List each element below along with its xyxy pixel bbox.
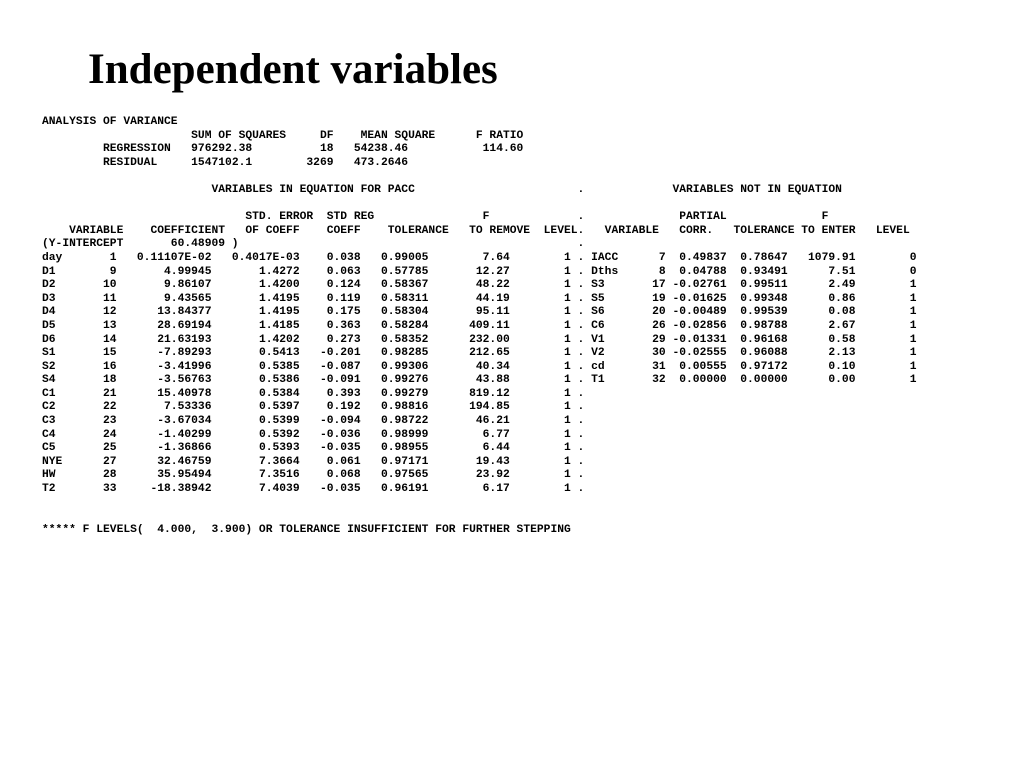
level: 1 <box>564 333 571 346</box>
tolerance: 0.58352 <box>380 333 429 346</box>
f-to-enter: 0.86 <box>828 292 856 305</box>
separator-dot: . <box>577 251 585 264</box>
not-level: 1 <box>909 279 917 292</box>
level: 1 <box>564 455 571 468</box>
f-to-remove: 232.00 <box>469 333 510 346</box>
table-row <box>42 415 720 429</box>
not-level: 1 <box>909 333 917 346</box>
tolerance: 0.58304 <box>380 306 429 319</box>
col-df: DF <box>319 129 334 142</box>
anova-source: REGRESSION <box>103 143 171 156</box>
not-level: 1 <box>909 374 917 387</box>
var-number: 10 <box>103 279 117 292</box>
hdr-std-error: STD. ERROR <box>245 211 314 224</box>
anova-f: 114.60 <box>482 143 524 156</box>
anova-row <box>42 157 720 171</box>
partial-corr: -0.01625 <box>672 292 727 305</box>
anova-heading <box>42 116 720 130</box>
tolerance: 0.98955 <box>380 442 429 455</box>
var-name: C2 <box>42 401 56 414</box>
table-row <box>42 374 917 388</box>
blank <box>42 510 720 524</box>
var-number: 15 <box>103 347 117 360</box>
separator-dot: . <box>577 374 585 387</box>
std-error: 0.5385 <box>258 360 300 373</box>
std-error: 1.4195 <box>258 292 300 305</box>
regression-output <box>42 116 917 537</box>
partial-corr: 0.04788 <box>679 265 727 278</box>
std-error: 0.5413 <box>258 347 300 360</box>
separator-dot: . <box>577 265 585 278</box>
table-row <box>42 251 917 266</box>
std-reg-coeff: -0.201 <box>319 347 361 360</box>
var-name: C1 <box>42 387 56 400</box>
separator-dot: . <box>577 401 585 414</box>
coefficient: -1.40299 <box>157 428 212 441</box>
std-reg-coeff: 0.175 <box>326 306 361 319</box>
coefficient: 7.53336 <box>164 401 212 414</box>
f-to-enter: 1079.91 <box>808 251 856 264</box>
level: 1 <box>564 442 571 455</box>
var-number: 9 <box>109 265 117 278</box>
not-var-name: T1 <box>591 374 605 387</box>
coefficient: -3.56763 <box>157 374 212 387</box>
separator-dot: . <box>577 415 585 428</box>
not-tolerance: 0.78647 <box>740 251 788 264</box>
separator-dot: . <box>577 360 585 373</box>
blank <box>42 497 720 511</box>
f-to-enter: 7.51 <box>828 265 856 278</box>
var-name: day <box>42 251 63 264</box>
coefficient: -18.38942 <box>150 483 212 496</box>
hdr-in-1: COEFFICIENT <box>150 224 226 237</box>
std-reg-coeff: 0.038 <box>326 251 361 264</box>
not-tolerance: 0.99348 <box>740 292 788 305</box>
var-name: S1 <box>42 347 56 360</box>
coefficient: 0.11107E-02 <box>136 251 212 264</box>
not-level: 0 <box>909 251 917 264</box>
partial-corr: -0.02856 <box>672 319 727 332</box>
tolerance: 0.98999 <box>380 428 429 441</box>
hdr-in-4: TOLERANCE <box>387 224 449 237</box>
not-var-name: S6 <box>591 306 605 319</box>
f-to-remove: 95.11 <box>475 306 510 319</box>
separator-dot: . <box>577 442 585 455</box>
f-to-remove: 43.88 <box>475 374 510 387</box>
std-reg-coeff: 0.273 <box>326 333 361 346</box>
hdr-std-reg: STD REG <box>326 211 375 224</box>
table-row <box>42 442 720 456</box>
not-tolerance: 0.98788 <box>740 319 788 332</box>
var-number: 27 <box>103 455 117 468</box>
var-number: 23 <box>103 415 117 428</box>
coefficient: 28.69194 <box>157 319 212 332</box>
separator-dot: . <box>577 306 585 319</box>
not-var-number: 32 <box>652 374 666 387</box>
f-to-remove: 6.17 <box>482 483 510 496</box>
partial-corr: -0.02761 <box>672 279 727 292</box>
not-var-number: 30 <box>652 347 666 360</box>
not-var-name: IACC <box>591 251 619 264</box>
std-reg-coeff: 0.363 <box>326 319 361 332</box>
tolerance: 0.99306 <box>380 360 429 373</box>
f-to-remove: 819.12 <box>469 387 510 400</box>
var-number: 1 <box>109 251 117 264</box>
table-row <box>42 360 917 375</box>
tolerance: 0.99005 <box>380 251 429 264</box>
var-number: 33 <box>103 483 117 496</box>
not-var-name: S3 <box>591 279 605 292</box>
blank <box>42 198 720 212</box>
separator-dot: . <box>577 319 585 332</box>
hdr-f: F <box>482 211 490 224</box>
level: 1 <box>564 265 571 278</box>
coefficient: 35.95494 <box>157 469 212 482</box>
var-number: 14 <box>103 333 117 346</box>
anova-row <box>42 143 720 157</box>
var-number: 22 <box>103 401 117 414</box>
std-error: 1.4202 <box>258 333 300 346</box>
std-reg-coeff: 0.192 <box>326 401 361 414</box>
table-row <box>42 319 917 334</box>
var-number: 25 <box>103 442 117 455</box>
level: 1 <box>564 319 571 332</box>
not-var-name: S5 <box>591 292 605 305</box>
not-var-number: 17 <box>652 279 666 292</box>
table-row <box>42 456 720 470</box>
not-tolerance: 0.93491 <box>740 265 788 278</box>
std-reg-coeff: -0.035 <box>319 442 361 455</box>
partial-corr: -0.02555 <box>672 347 727 360</box>
intercept-row <box>42 238 720 252</box>
tolerance: 0.98722 <box>380 415 429 428</box>
f-to-remove: 12.27 <box>475 265 510 278</box>
separator-dot: . <box>577 333 585 346</box>
not-var-name: Dths <box>591 265 619 278</box>
std-reg-coeff: -0.035 <box>319 483 361 496</box>
table-row <box>42 401 720 415</box>
std-reg-coeff: 0.393 <box>326 387 361 400</box>
hdr-f2: F <box>821 211 829 224</box>
std-error: 0.5384 <box>258 387 300 400</box>
std-error: 7.4039 <box>258 483 300 496</box>
level: 1 <box>564 279 571 292</box>
hdr-not-0: VARIABLE <box>604 224 659 237</box>
separator-dot: . <box>577 238 585 251</box>
coefficient: -7.89293 <box>157 347 212 360</box>
separator-dot: . <box>577 292 585 305</box>
table-row <box>42 469 720 483</box>
f-to-remove: 6.44 <box>482 442 510 455</box>
not-tolerance: 0.99539 <box>740 306 788 319</box>
f-to-remove: 23.92 <box>475 469 510 482</box>
f-to-remove: 194.85 <box>469 401 510 414</box>
slide-title: Independent variables <box>88 46 498 93</box>
not-tolerance: 0.96088 <box>740 347 788 360</box>
table-row <box>42 279 917 293</box>
anova-ss: 1547102.1 <box>191 156 253 169</box>
hdr-not-4: LEVEL <box>875 224 910 237</box>
table-row <box>42 306 917 320</box>
coefficient: 32.46759 <box>157 455 212 468</box>
f-to-enter: 0.10 <box>828 360 856 373</box>
var-name: D1 <box>42 265 56 278</box>
hdr-not-2: TOLERANCE <box>733 224 795 237</box>
f-to-enter: 2.67 <box>828 319 856 332</box>
f-to-remove: 19.43 <box>475 455 510 468</box>
tolerance: 0.98285 <box>380 347 429 360</box>
not-level: 1 <box>909 292 917 305</box>
std-error: 0.5393 <box>258 442 300 455</box>
separator-dot: . <box>577 455 585 468</box>
intercept-value: 60.48909 ) <box>170 238 239 251</box>
level: 1 <box>564 374 571 387</box>
tolerance: 0.99279 <box>380 387 429 400</box>
tolerance: 0.97565 <box>380 469 429 482</box>
level: 1 <box>564 401 571 414</box>
not-level: 1 <box>909 347 917 360</box>
std-reg-coeff: -0.091 <box>319 374 361 387</box>
separator-dot: . <box>577 347 585 360</box>
not-var-number: 8 <box>658 265 666 278</box>
hdr-in-2: OF COEFF <box>245 224 300 237</box>
std-reg-coeff: 0.068 <box>326 469 361 482</box>
not-var-number: 19 <box>652 292 666 305</box>
coefficient: -3.67034 <box>157 415 212 428</box>
level: 1 <box>564 347 571 360</box>
coefficient: 9.86107 <box>164 279 212 292</box>
f-to-remove: 46.21 <box>475 415 510 428</box>
var-name: D5 <box>42 319 56 332</box>
tolerance: 0.96191 <box>380 483 429 496</box>
f-to-enter: 0.58 <box>828 333 856 346</box>
not-level: 1 <box>909 306 917 319</box>
f-to-remove: 6.77 <box>482 428 510 441</box>
std-error: 1.4195 <box>258 306 300 319</box>
separator-dot: . <box>577 428 585 441</box>
level: 1 <box>564 251 571 264</box>
std-error: 1.4272 <box>258 265 300 278</box>
f-to-remove: 409.11 <box>469 319 510 332</box>
var-number: 24 <box>103 428 117 441</box>
var-number: 21 <box>103 387 117 400</box>
anova-df: 3269 <box>306 156 334 169</box>
col-sum-of-squares: SUM OF SQUARES <box>191 129 287 142</box>
std-reg-coeff: 0.124 <box>326 279 361 292</box>
f-to-remove: 7.64 <box>482 251 510 264</box>
hdr-in-3: COEFF <box>326 224 361 237</box>
var-number: 12 <box>103 306 117 319</box>
not-var-number: 20 <box>652 306 666 319</box>
separator-dot: . <box>577 387 585 400</box>
anova-header <box>42 130 720 144</box>
std-error: 0.5386 <box>258 374 300 387</box>
header-row-2 <box>42 224 910 239</box>
not-var-name: C6 <box>591 319 605 332</box>
tolerance: 0.58284 <box>380 319 429 332</box>
partial-corr: 0.00000 <box>679 374 727 387</box>
blank <box>42 170 720 184</box>
table-row <box>42 292 917 307</box>
not-var-name: V1 <box>591 333 605 346</box>
std-reg-coeff: 0.119 <box>326 292 361 305</box>
section-headings <box>42 183 842 198</box>
not-tolerance: 0.96168 <box>740 333 788 346</box>
anova-df: 18 <box>319 143 334 156</box>
table-row <box>42 429 720 443</box>
partial-corr: 0.49837 <box>679 251 727 264</box>
var-name: C5 <box>42 442 56 455</box>
coefficient: 9.43565 <box>164 292 212 305</box>
f-to-enter: 0.00 <box>828 374 856 387</box>
coefficient: 13.84377 <box>157 306 212 319</box>
not-var-number: 7 <box>658 251 666 264</box>
table-row <box>42 333 917 348</box>
not-tolerance: 0.97172 <box>740 360 788 373</box>
var-name: HW <box>42 469 56 482</box>
not-in-equation-heading: VARIABLES NOT IN EQUATION <box>672 183 842 196</box>
std-error: 0.5399 <box>258 415 300 428</box>
tolerance: 0.57785 <box>380 265 429 278</box>
f-to-remove: 40.34 <box>475 360 510 373</box>
var-name: S4 <box>42 374 56 387</box>
in-equation-heading: VARIABLES IN EQUATION FOR PACC <box>211 183 415 196</box>
hdr-in-5: TO REMOVE <box>469 224 531 237</box>
var-number: 16 <box>103 360 117 373</box>
var-number: 13 <box>103 319 117 332</box>
not-level: 1 <box>909 360 917 373</box>
std-error: 0.5392 <box>258 428 300 441</box>
anova-title: ANALYSIS OF VARIANCE <box>42 116 178 128</box>
coefficient: -1.36866 <box>157 442 212 455</box>
f-to-enter: 2.49 <box>828 279 856 292</box>
level: 1 <box>564 469 571 482</box>
separator-dot: . <box>577 211 585 224</box>
hdr-partial: PARTIAL <box>679 211 727 224</box>
not-var-number: 29 <box>652 333 666 346</box>
std-error: 0.4017E-03 <box>231 251 300 264</box>
std-reg-coeff: -0.094 <box>319 415 361 428</box>
std-error: 7.3516 <box>258 469 300 482</box>
f-to-remove: 44.19 <box>475 292 510 305</box>
f-to-enter: 2.13 <box>828 347 856 360</box>
var-name: D6 <box>42 333 56 346</box>
not-level: 1 <box>909 319 917 332</box>
anova-ms: 473.2646 <box>353 156 409 169</box>
not-tolerance: 0.00000 <box>740 374 788 387</box>
coefficient: -3.41996 <box>157 360 212 373</box>
var-name: D4 <box>42 306 56 319</box>
tolerance: 0.98816 <box>380 401 429 414</box>
col-f-ratio: F RATIO <box>475 129 524 142</box>
separator-dot: . <box>577 469 585 482</box>
var-name: C4 <box>42 428 56 441</box>
table-row <box>42 388 720 402</box>
level: 1 <box>564 483 571 496</box>
table-row <box>42 347 917 361</box>
not-level: 0 <box>909 265 917 278</box>
separator-dot: . <box>577 183 585 196</box>
hdr-in-6: LEVEL. <box>543 224 585 237</box>
std-error: 1.4200 <box>258 279 300 292</box>
level: 1 <box>564 415 571 428</box>
partial-corr: 0.00555 <box>679 360 727 373</box>
level: 1 <box>564 428 571 441</box>
not-tolerance: 0.99511 <box>740 279 788 292</box>
std-error: 7.3664 <box>258 455 300 468</box>
coefficient: 21.63193 <box>157 333 212 346</box>
std-reg-coeff: 0.063 <box>326 265 361 278</box>
hdr-in-0: VARIABLE <box>69 224 124 237</box>
var-number: 18 <box>103 374 117 387</box>
level: 1 <box>564 306 571 319</box>
f-to-remove: 48.22 <box>475 279 510 292</box>
not-var-number: 26 <box>652 319 666 332</box>
std-reg-coeff: -0.087 <box>319 360 361 373</box>
f-to-enter: 0.08 <box>828 306 856 319</box>
hdr-not-3: TO ENTER <box>801 224 856 237</box>
std-error: 1.4185 <box>258 319 300 332</box>
std-reg-coeff: 0.061 <box>326 455 361 468</box>
tolerance: 0.97171 <box>380 455 429 468</box>
var-name: C3 <box>42 415 56 428</box>
table-row <box>42 265 917 280</box>
tolerance: 0.99276 <box>380 374 429 387</box>
anova-source: RESIDUAL <box>103 156 158 169</box>
separator-dot: . <box>577 483 585 496</box>
var-name: S2 <box>42 360 56 373</box>
partial-corr: -0.01331 <box>672 333 727 346</box>
coefficient: 4.99945 <box>164 265 212 278</box>
var-number: 28 <box>103 469 117 482</box>
partial-corr: -0.00489 <box>672 306 727 319</box>
level: 1 <box>564 292 571 305</box>
tolerance: 0.58311 <box>380 292 429 305</box>
table-row <box>42 483 720 497</box>
level: 1 <box>564 387 571 400</box>
not-var-name: V2 <box>591 347 605 360</box>
col-mean-square: MEAN SQUARE <box>360 129 436 142</box>
var-name: NYE <box>42 455 63 468</box>
var-name: D3 <box>42 292 56 305</box>
header-row-1 <box>42 211 829 225</box>
var-name: T2 <box>42 483 56 496</box>
stepping-footer: ***** F LEVELS( 4.000, 3.900) OR TOLERANCE INSUFFICIENT FOR FURTHER STEPPING <box>42 523 571 536</box>
level: 1 <box>564 360 571 373</box>
footer-line <box>42 524 720 538</box>
f-to-remove: 212.65 <box>469 347 510 360</box>
coefficient: 15.40978 <box>157 387 212 400</box>
var-number: 11 <box>103 292 117 305</box>
tolerance: 0.58367 <box>380 279 429 292</box>
intercept-label: (Y-INTERCEPT <box>42 238 124 251</box>
std-error: 0.5397 <box>258 401 300 414</box>
anova-ms: 54238.46 <box>353 143 409 156</box>
var-name: D2 <box>42 279 56 292</box>
not-var-name: cd <box>591 360 605 373</box>
not-var-number: 31 <box>652 360 666 373</box>
separator-dot: . <box>577 279 585 292</box>
anova-ss: 976292.38 <box>191 143 253 156</box>
std-reg-coeff: -0.036 <box>319 428 361 441</box>
hdr-not-1: CORR. <box>679 224 714 237</box>
